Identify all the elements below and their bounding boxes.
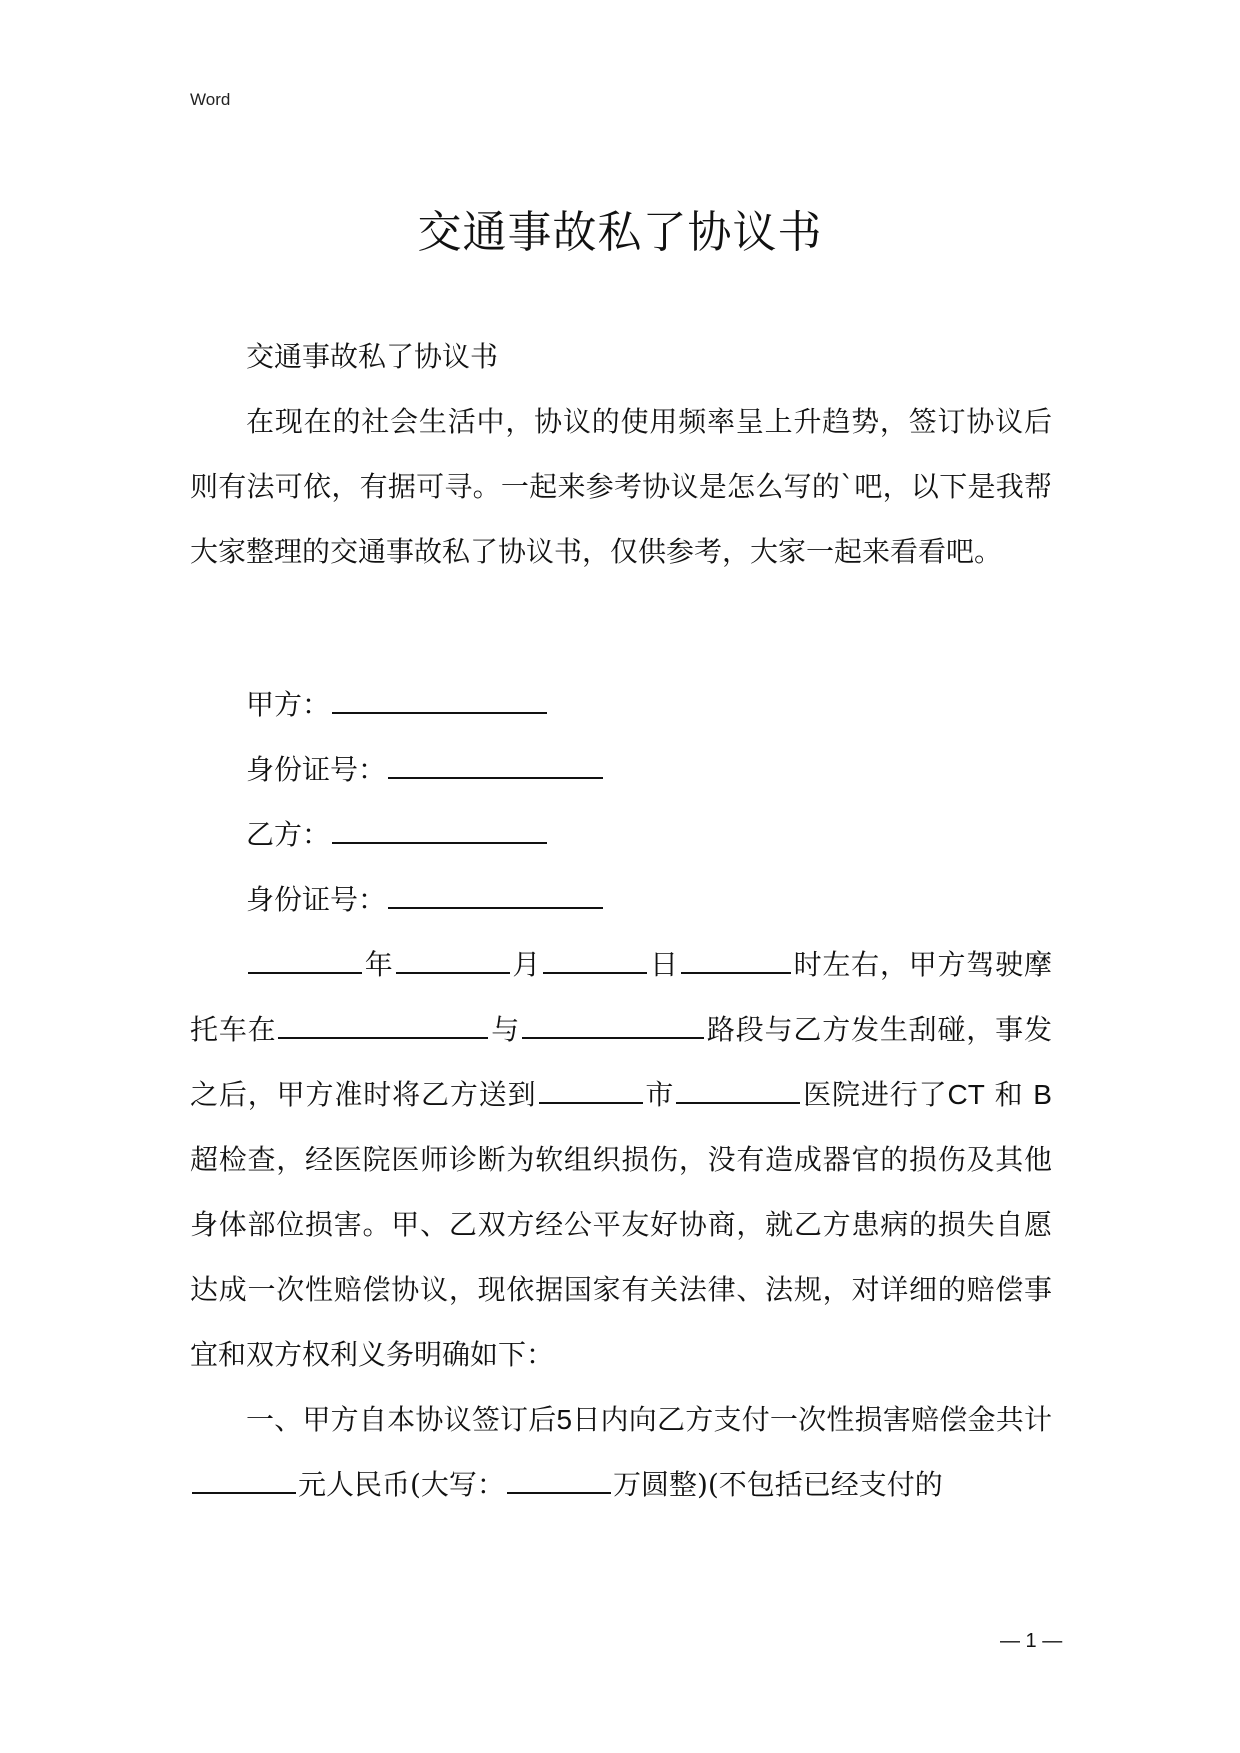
city-blank[interactable]: [539, 1074, 643, 1104]
amount-words-blank[interactable]: [507, 1464, 611, 1494]
clause-1-days: 5: [556, 1404, 573, 1435]
clause-1-paragraph: [190, 1387, 1052, 1517]
party-a-id-label: 身份证号：: [246, 753, 387, 786]
hospital-blank[interactable]: [676, 1074, 800, 1104]
header-app-label: Word: [190, 90, 231, 109]
party-b-blank[interactable]: [332, 814, 547, 844]
clause-1-yuan: 元人民币(大写：: [298, 1468, 505, 1501]
day-blank[interactable]: [543, 944, 647, 974]
month-blank[interactable]: [396, 944, 510, 974]
page-number: — 1 —: [1000, 1630, 1063, 1652]
day-label: 日: [649, 948, 679, 981]
subtitle-paragraph: 交通事故私了协议书: [246, 340, 499, 373]
party-b-label: 乙方：: [246, 818, 331, 851]
year-label: 年: [364, 948, 394, 981]
hour-blank[interactable]: [681, 944, 791, 974]
document-body: [190, 324, 1052, 584]
intro-paragraph: 在现在的社会生活中，协议的使用频率呈上升趋势，签订协议后则有法可依，有据可寻。一起来参考协议是怎么写的`吧，以下是我帮大家整理的交通事故私了协议书，仅供参考，大家一起来看看吧。: [190, 405, 1052, 568]
document-title: 交通事故私了协议书: [417, 207, 823, 258]
party-b-id-blank[interactable]: [388, 879, 603, 909]
party-a-label: 甲方：: [246, 688, 331, 721]
amount-blank[interactable]: [192, 1464, 296, 1494]
time-suffix: 时左右，甲方驾驶: [792, 948, 1024, 981]
party-b-line: [190, 802, 1052, 867]
line3-b: 市: [644, 1078, 675, 1111]
line3-c: 医院进行了: [802, 1078, 948, 1111]
year-blank[interactable]: [248, 944, 362, 974]
party-a-line: [190, 672, 1052, 737]
month-label: 月: [511, 948, 542, 981]
road-b-blank[interactable]: [522, 1009, 704, 1039]
road-a-blank[interactable]: [278, 1009, 488, 1039]
party-a-id-line: [190, 737, 1052, 802]
line2-c: 路段与乙方发生刮碰，: [706, 1013, 996, 1046]
line2-a: 摩托车在: [190, 948, 1052, 1046]
ct-text: CT: [947, 1079, 985, 1110]
parties-block: [190, 672, 1052, 1517]
b-text: B: [1033, 1079, 1052, 1110]
and-text: 和: [994, 1078, 1024, 1111]
clause-1-mid: 日内向乙方支付一次性损害赔偿金共计: [572, 1403, 1052, 1436]
party-a-id-blank[interactable]: [388, 749, 603, 779]
party-b-id-label: 身份证号：: [246, 883, 387, 916]
party-b-id-line: [190, 867, 1052, 932]
party-a-blank[interactable]: [332, 684, 547, 714]
clause-1-tail: 万圆整)(不包括已经支付的: [612, 1468, 943, 1501]
clause-1-prefix: 一、甲方自本协议签订后: [246, 1403, 557, 1436]
incident-rest: 超检查，经医院医师诊断为软组织损伤，没有造成器官的损伤及其他身体部位损害。甲、乙双方经公平友好协商，就乙方患病的损失自愿达成一次性赔偿协议，现依据国家有关法律、法规，对详细的赔偿事宜和双方权利义务明确如下：: [190, 1143, 1052, 1371]
incident-paragraph: [190, 932, 1052, 1387]
line2-b: 与: [490, 1013, 521, 1046]
line3-a: 事发之后，甲方准时将乙方送到: [190, 1013, 1052, 1111]
